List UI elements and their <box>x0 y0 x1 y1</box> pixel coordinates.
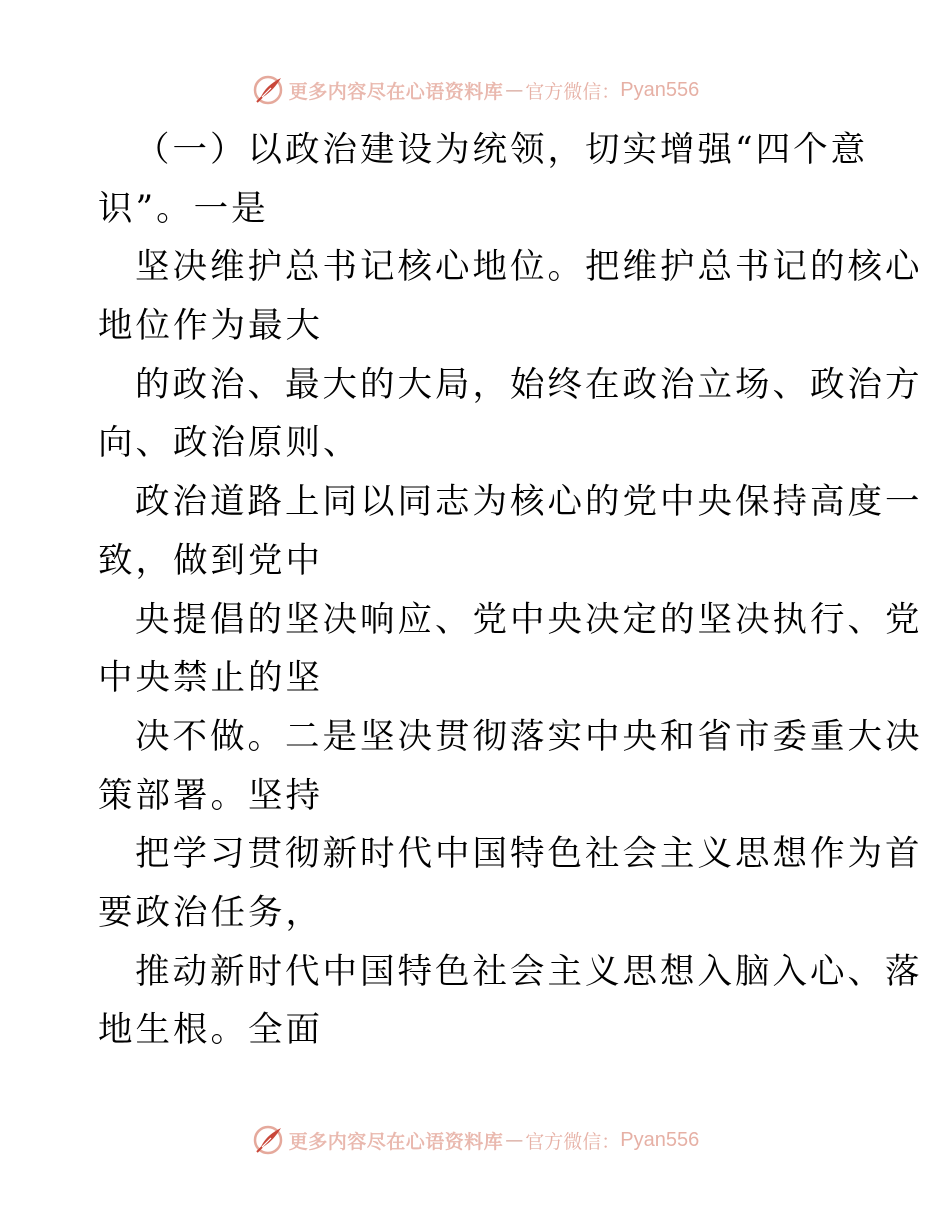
feather-pen-circle-icon <box>251 73 285 107</box>
watermark-wechat-label: 官方微信： <box>525 1130 621 1153</box>
watermark-separator: — <box>505 1129 524 1151</box>
footer-watermark <box>0 1120 950 1160</box>
text-line: （一）以政治建设为统领，切实增强“四个意 <box>135 130 869 170</box>
watermark-text: 更多内容尽在心语资料库 <box>288 1130 504 1153</box>
watermark-wechat-label: 官方微信： <box>525 80 621 103</box>
watermark-wechat-id: Pyan556 <box>620 78 700 101</box>
text-line: 决不做。二是坚决贯彻落实中央和省市委重大决 <box>135 716 923 757</box>
text-line: 向、政治原则、 <box>98 423 361 464</box>
text-line: 识”。一是 <box>98 188 269 229</box>
text-line: 地生根。全面 <box>98 1010 323 1051</box>
text-line: 坚决维护总书记核心地位。把维护总书记的核心 <box>135 247 923 288</box>
header-watermark <box>0 70 950 110</box>
document-body <box>98 121 923 1060</box>
watermark-text: 更多内容尽在心语资料库 <box>288 80 504 103</box>
feather-pen-circle-icon <box>251 1123 285 1157</box>
text-line: 致，做到党中 <box>98 540 323 581</box>
text-line: 把学习贯彻新时代中国特色社会主义思想作为首 <box>135 834 923 875</box>
text-line: 策部署。坚持 <box>98 775 323 816</box>
watermark-wechat-id: Pyan556 <box>620 1128 700 1151</box>
text-line: 的政治、最大的大局，始终在政治立场、政治方 <box>135 364 923 405</box>
text-line: 地位作为最大 <box>98 306 323 347</box>
watermark-separator: — <box>505 79 524 101</box>
text-line: 中央禁止的坚 <box>98 658 323 699</box>
text-line: 推动新时代中国特色社会主义思想入脑入心、落 <box>135 951 923 992</box>
text-line: 央提倡的坚决响应、党中央决定的坚决执行、党 <box>135 599 923 640</box>
text-line: 要政治任务， <box>98 892 323 933</box>
text-line: 政治道路上同以同志为核心的党中央保持高度一 <box>135 482 923 523</box>
